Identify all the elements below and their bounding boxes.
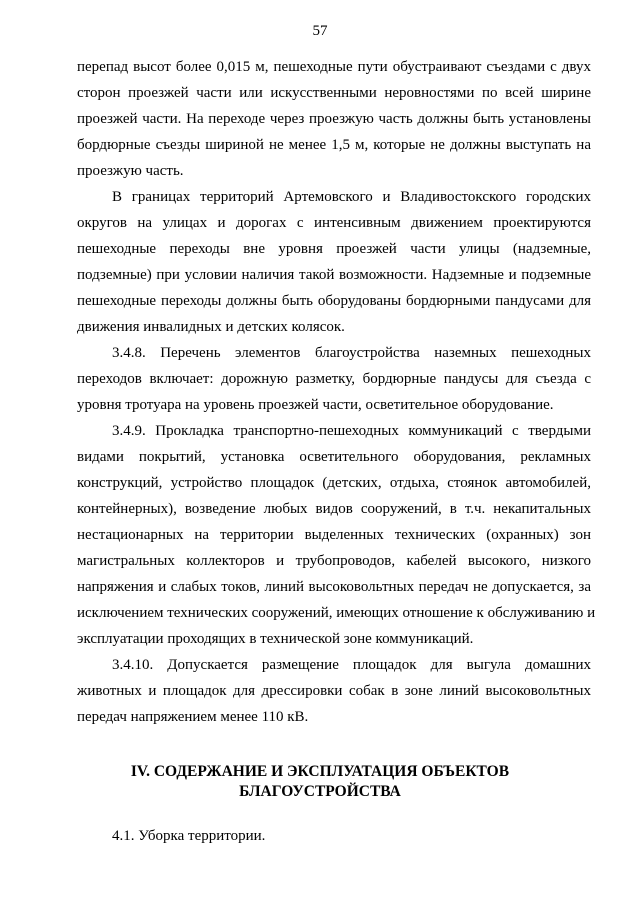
- section-heading-line-1: IV. СОДЕРЖАНИЕ И ЭКСПЛУАТАЦИЯ ОБЪЕКТОВ: [130, 763, 510, 780]
- paragraph-line: движения инвалидных и детских колясок.: [77, 319, 345, 335]
- paragraph-line: проезжую часть.: [77, 163, 184, 179]
- section-heading-line-2: БЛАГОУСТРОЙСТВА: [239, 783, 401, 800]
- paragraph-line: магистральных коллекторов и трубопроводов, кабелей высокого, низкого: [77, 553, 591, 569]
- paragraph-line: подземные) при условии наличия такой возможности. Надземные и подземные: [77, 267, 591, 283]
- page-number: 57: [312, 23, 328, 39]
- paragraph-line: перепад высот более 0,015 м, пешеходные пути обустраивают съездами с двух: [77, 59, 591, 75]
- paragraph-line: конструкций, устройство площадок (детских, отдыха, стоянок автомобилей,: [77, 475, 591, 491]
- paragraph-line: животных и площадок для дрессировки собак в зоне линий высоковольтных: [77, 683, 591, 699]
- paragraph-line: округов на улицах и дорогах с интенсивным движением проектируются: [77, 215, 591, 231]
- paragraph-line: 3.4.8. Перечень элементов благоустройства наземных пешеходных: [112, 345, 591, 361]
- paragraph-line: уровня тротуара на уровень проезжей части, осветительное оборудование.: [77, 397, 554, 413]
- paragraph-line: напряжения и слабых токов, линий высоковольтных передач не допускается, за: [77, 579, 591, 595]
- paragraph-line: 3.4.9. Прокладка транспортно-пешеходных коммуникаций с твердыми: [112, 423, 591, 439]
- paragraph-line: проезжей части. На переходе через проезжую часть должны быть установлены: [77, 111, 591, 127]
- paragraph-line: видами покрытий, установка осветительного оборудования, рекламных: [77, 449, 591, 465]
- subsection-title: 4.1. Уборка территории.: [112, 828, 266, 844]
- paragraph-line: В границах территорий Артемовского и Владивостокского городских: [112, 189, 591, 205]
- paragraph-line: пешеходные переходы должны быть оборудованы бордюрными пандусами для: [77, 293, 591, 309]
- paragraph-line: 3.4.10. Допускается размещение площадок для выгула домашних: [112, 657, 591, 673]
- paragraph-line: нестационарных на территории выделенных технических (охранных) зон: [77, 527, 591, 543]
- paragraph-line: переходов включает: дорожную разметку, бордюрные пандусы для съезда с: [77, 371, 591, 387]
- paragraph-line: эксплуатации проходящих в технической зоне коммуникаций.: [77, 631, 474, 647]
- paragraph-line: бордюрные съезды шириной не менее 1,5 м, которые не должны выступать на: [77, 137, 591, 153]
- paragraph-line: сторон проезжей части или искусственными неровностями по всей ширине: [77, 85, 591, 101]
- paragraph-line: пешеходные переходы вне уровня проезжей части улицы (надземные,: [77, 241, 591, 257]
- paragraph-line: передач напряжением менее 110 кВ.: [77, 709, 309, 725]
- paragraph-line: исключением технических сооружений, имеющих отношение к обслуживанию и: [77, 605, 596, 621]
- paragraph-line: контейнерных), возведение любых видов сооружений, в т.ч. некапитальных: [77, 501, 591, 517]
